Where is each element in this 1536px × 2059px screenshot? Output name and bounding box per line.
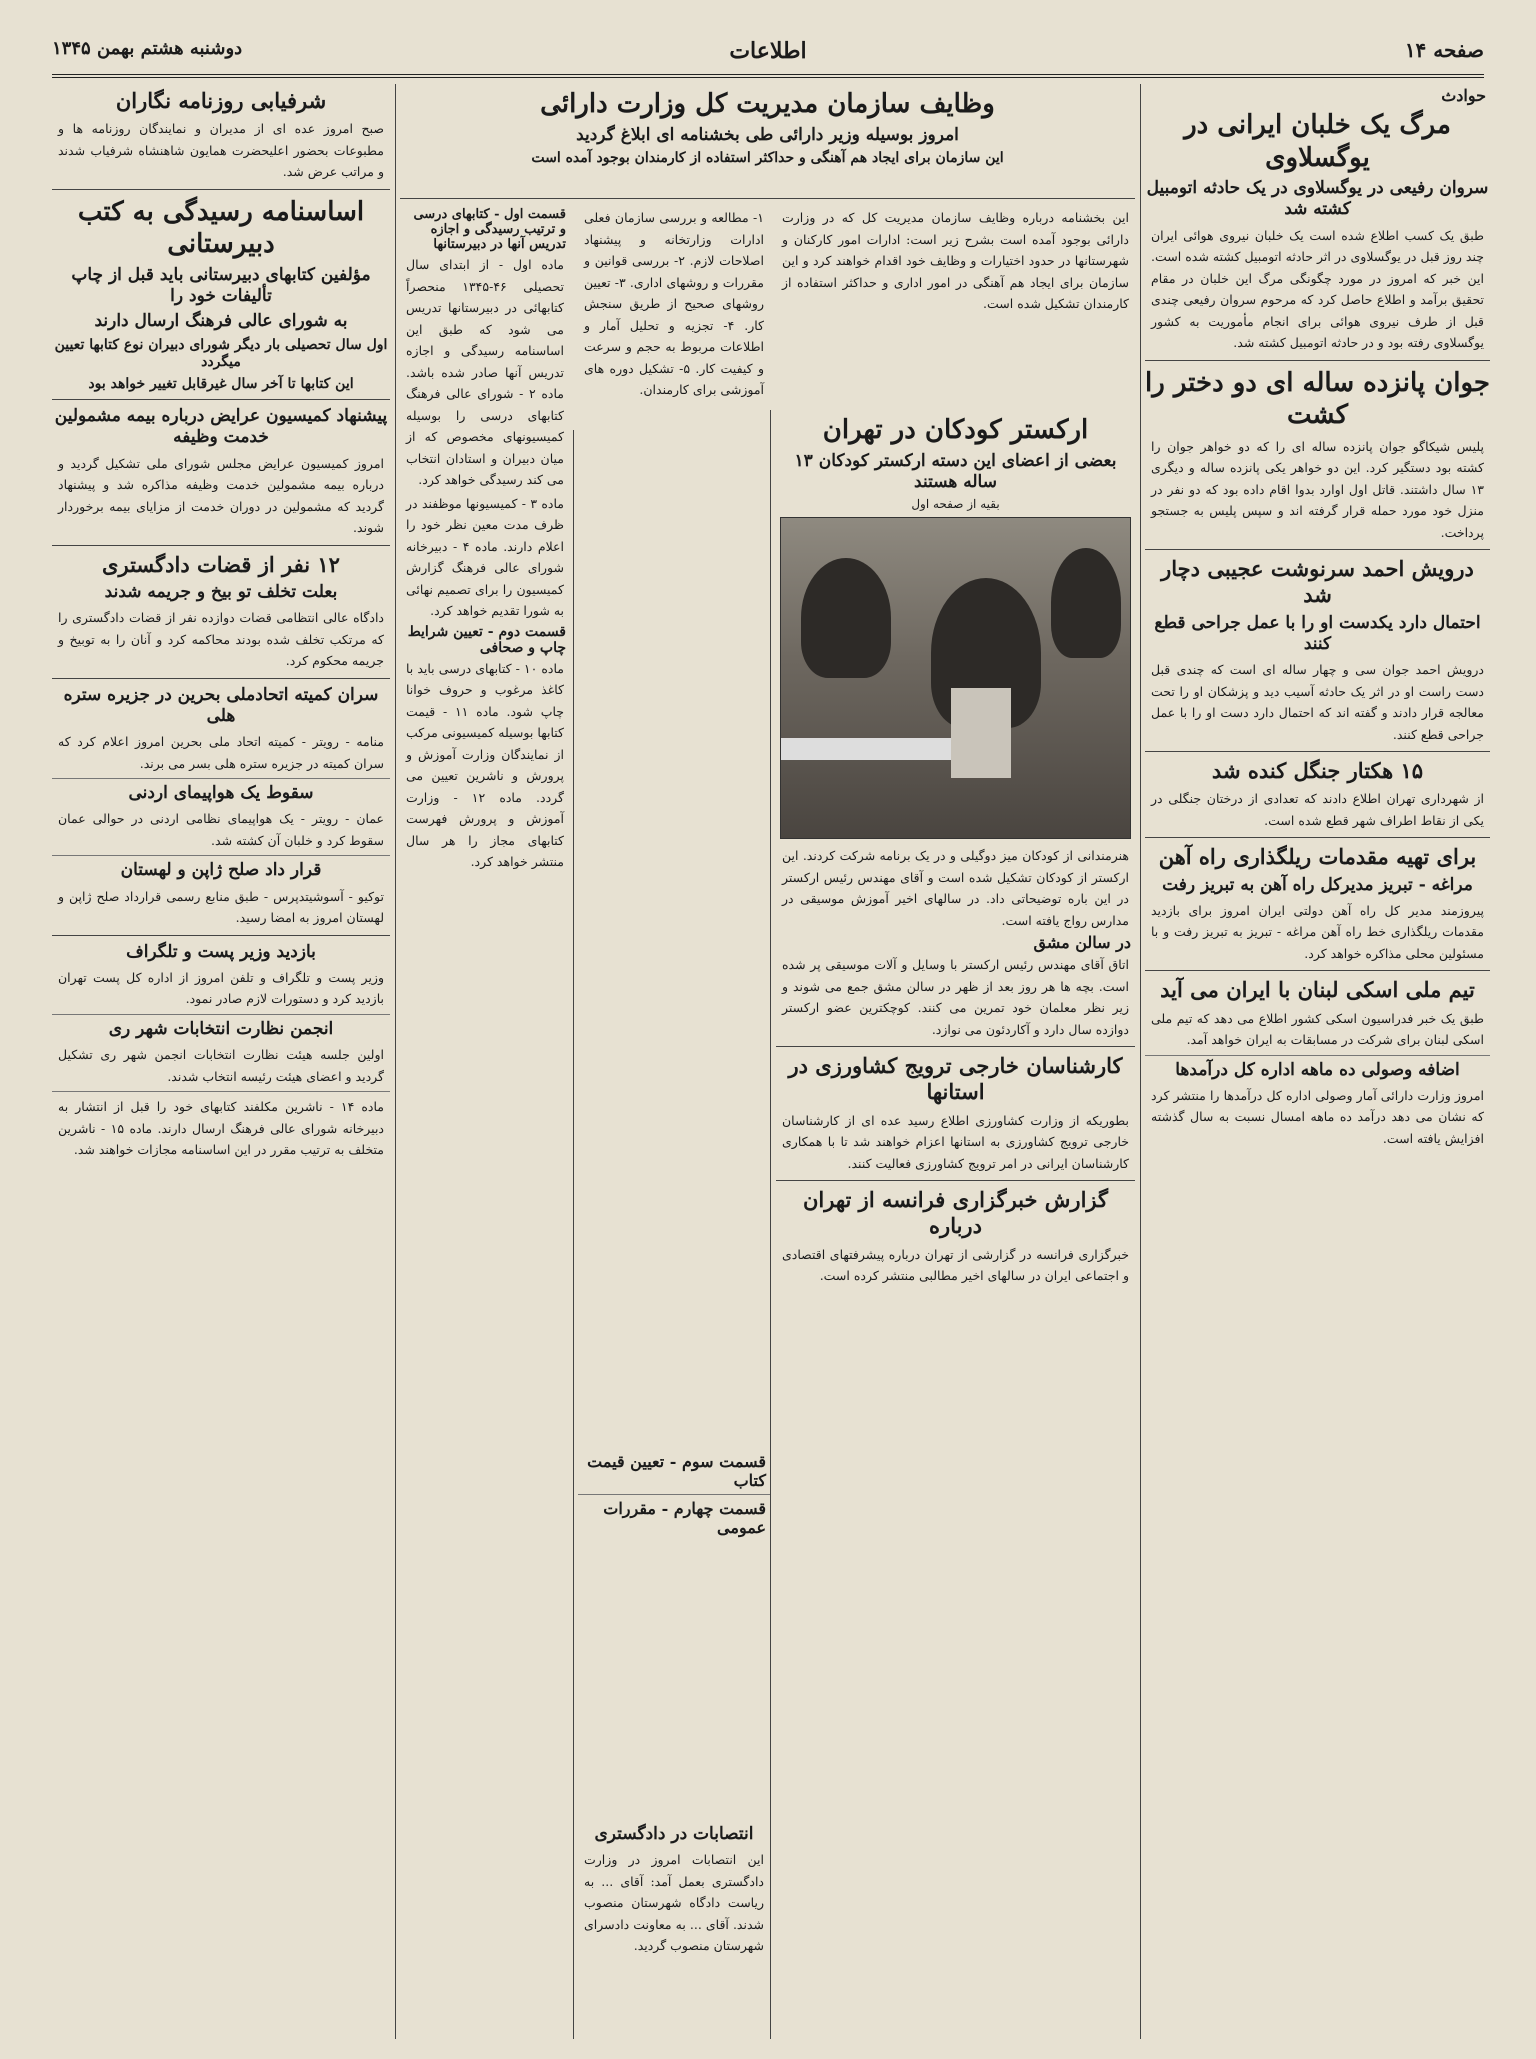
column-rule <box>1140 84 1141 2039</box>
headline: پیشنهاد کمیسیون عرایض درباره بیمه مشمولین خدمت وظیفه <box>54 406 388 448</box>
article-body: ماده اول - از ابتدای سال تحصیلی ۴۶-۱۳۴۵ منحصراً کتابهائی در دبیرستانها تدریس می شود که طبق این اساسنامه رسیدگی و اجازه تدریس آنها صادر شده باشد. ماده ۲ - شورای عالی فرهنگ کتابهای درسی را بوسیله کمیسیونهای مخصوص که از میان دبیران و استادان انتخاب می کند رسیدگی خواهد کرد. <box>406 257 564 487</box>
headline: بازدید وزیر پست و تلگراف <box>126 941 316 962</box>
issue-date: دوشنبه هشتم بهمن ۱۳۴۵ <box>52 38 243 59</box>
headline: ۱۲ نفر از قضات دادگستری <box>102 551 340 577</box>
article-body: دادگاه عالی انتظامی قضات دوازده نفر از قضات دادگستری را که مرتکب تخلف شده بودند محاکمه کرد و آنان را به توبیخ و جریمه محکوم کرد. <box>58 610 384 668</box>
divider <box>52 1091 390 1092</box>
article-body: هنرمندانی از کودکان میز دوگیلی و در یک برنامه شرکت کردند. این ارکستر از کودکان تشکیل شده است و آقای مهندس رئیس ارکستر در این باره توضیحاتی داد. در سالهای اخیر آموزش موسیقی در مدارس رواج یافته است. <box>782 848 1129 928</box>
article-body: پلیس شیکاگو جوان پانزده ساله ای را که دو خواهر جوان را کشته بود دستگیر کرد. این دو خواهر یکی پانزده ساله و دیگری ۱۳ سال داشتند. قاتل اول اوارد بدوا اقام داده بود که دو نفر در منزل خود مورد حمله قرار گرفته اند و سپس پلیس به جستجو پرداخت. <box>1151 438 1484 540</box>
article-body: توکیو - آسوشیتدپرس - طبق منابع رسمی قرارداد صلح ژاپن و لهستان امروز به امضا رسید. <box>58 888 384 925</box>
column-rule <box>395 84 396 2039</box>
headline: تیم ملی اسکی لبنان با ایران می آید <box>1160 977 1475 1003</box>
article-body: عمان - رویتر - یک هواپیمای نظامی اردنی در حوالی عمان سقوط کرد و خلبان آن کشته شد. <box>58 811 384 848</box>
header-rule <box>52 74 1484 78</box>
article-body: وزیر پست و تلگراف و تلفن امروز از اداره کل پست تهران بازدید کرد و دستورات لازم صادر نمود. <box>58 969 384 1007</box>
divider <box>52 545 390 546</box>
section-label: قسمت اول - کتابهای درسی و ترتیب رسیدگی و اجازه تدریس آنها در دبیرستانها <box>413 207 566 252</box>
musician-figure <box>801 558 891 678</box>
headline: درویش احمد سرنوشت عجیبی دچار شد <box>1161 556 1474 608</box>
article-body: این انتصابات امروز در وزارت دادگستری بعمل آمد: آقای ... به ریاست دادگاه شهرستان منصوب شدند. آقای ... به معاونت دادسرای شهرستان منصوب گردید. <box>584 1852 764 1954</box>
article-body: ۱- مطالعه و بررسی سازمان فعلی ادارات وزارتخانه و پیشنهاد اصلاحات لازم. ۲- بررسی قوانین و مقررات و روشهای اداری. ۳- تعیین روشهای صحیح از طریق سنجش کار. ۴- تجزیه و تحلیل آمار و اطلاعات مربوط به حجم و سرعت و کیفیت کار. ۵- تشکیل دوره های آموزشی برای کارمندان. <box>584 210 764 397</box>
article-body: طبق یک کسب اطلاع شده است یک خلبان نیروی هوائی ایران چند روز قبل در یوگسلاوی در اثر حادثه اتومبیل کشته شده است. این خبر که امروز در مورد چگونگی مرگ این خلبان در مقام تحقیق برآمد و اطلاع حاصل کرد که مرحوم سروان رفیعی چندی قبل از طرف نیروی هوائی برای انجام مأموریت به کشور یوگسلاوی رفته بود و در حادثه اتومبیل کشته شد. <box>1151 227 1484 350</box>
left-column <box>52 84 390 2039</box>
headline: وظایف سازمان مدیریت کل وزارت دارائی <box>540 89 995 119</box>
section-label: حوادث <box>1441 86 1486 105</box>
headline: مرگ یک خلبان ایرانی در یوگسلاوی <box>1184 110 1451 173</box>
finance-column-2 <box>578 205 770 430</box>
newspaper-name: اطلاعات <box>729 38 807 64</box>
article-body: منامه - رویتر - کمیته اتحاد ملی بحرین امروز اعلام کرد که سران کمیته در جزیره ستره هلی بسر می برند. <box>58 734 384 771</box>
subheadline: مؤلفین کتابهای دبیرستانی باید قبل از چاپ تألیفات خود را <box>71 264 371 306</box>
divider <box>776 1180 1135 1181</box>
article-body: اولین جلسه هیئت نظارت انتخابات انجمن شهر ری تشکیل گردید و اعضای هیئت رئیسه انتخاب شدند. <box>58 1047 384 1084</box>
article-body: امروز وزارت دارائی آمار وصولی اداره کل درآمدها را منتشر کرد که نشان می دهد درآمد ده ماهه امسال نسبت به سال گذشته افزایش یافته است. <box>1151 1087 1484 1146</box>
divider <box>52 778 390 779</box>
headline: سقوط یک هواپیمای اردنی <box>128 783 314 803</box>
headline: گزارش خبرگزاری فرانسه از تهران درباره <box>803 1187 1108 1239</box>
subheadline: امروز بوسیله وزیر دارائی طی بخشنامه ای ابلاغ گردید <box>576 124 959 145</box>
article-body: خبرگزاری فرانسه در گزارشی از تهران درباره پیشرفتهای اقتصادی و اجتماعی ایران در سالهای اخیر مطالبی منتشر کرده است. <box>782 1246 1129 1283</box>
headline: جوان پانزده ساله ای دو دختر را کشت <box>1145 367 1490 430</box>
article-body: ماده ۱۰ - کتابهای درسی باید با کاغذ مرغوب و حروف خوانا چاپ شود. ماده ۱۱ - قیمت کتابها بوسیله کمیسیونی مرکب از نمایندگان وزارت آموزش و پرورش و ناشرین تعیین می گردد. ماده ۱۲ - وزارت آموزش و پرورش فهرست کتابهای مجاز را هر سال منتشر خواهد کرد. <box>406 660 565 869</box>
divider <box>52 189 390 190</box>
article-body: بطوریکه از وزارت کشاورزی اطلاع رسید عده ای از کارشناسان خارجی ترویج کشاورزی به استانها اعزام خواهند شد تا با همکاری کارشناسان ایرانی در امر ترویج کشاورزی فعالیت کنند. <box>782 1112 1129 1171</box>
headline: برای تهیه مقدمات ریلگذاری راه آهن <box>1158 844 1477 870</box>
article-body: درویش احمد جوان سی و چهار ساله ای است که چندی قبل دست راست او در اثر یک حادثه آسیب دید و پزشکان او را تحت معالجه قرار دادند و گفته اند که احتمال دارد دست او را با عمل جراحی قطع کنند. <box>1151 662 1484 742</box>
divider <box>1145 360 1490 361</box>
subheadline: این کتابها تا آخر سال غیرقابل تغییر خواهد بود <box>88 375 354 392</box>
section-label: قسمت چهارم - مقررات عمومی <box>603 1499 766 1537</box>
headline: شرفیابی روزنامه نگاران <box>115 88 327 113</box>
subheadline: اول سال تحصیلی بار دیگر شورای دبیران نوع کتابها تعیین میگردد <box>54 336 388 370</box>
headline: سران کمیته اتحادملی بحرین در جزیره ستره هلی <box>63 684 379 726</box>
headline: ۱۵ هکتار جنگل کنده شد <box>1211 758 1424 783</box>
headline: قرار داد صلح ژاپن و لهستان <box>120 860 322 881</box>
statute-body-column <box>400 205 570 2039</box>
divider <box>52 399 390 400</box>
appointments-block <box>578 1820 770 2039</box>
divider <box>52 855 390 856</box>
divider <box>1145 549 1490 550</box>
subheadline: به شورای عالی فرهنگ ارسال دارند <box>94 311 348 332</box>
divider <box>400 198 1135 199</box>
page-header <box>52 30 1484 76</box>
article-body: پیروزمند مدیر کل راه آهن دولتی ایران امروز برای بازدید مقدمات ریلگذاری خط راه آهن مراغه - تبریز به تبریز رفت و با مسئولین محلی مذاکره خواهد کرد. <box>1151 902 1484 961</box>
divider <box>1145 751 1490 752</box>
subheadline: سروان رفیعی در یوگسلاوی در یک حادثه اتومبیل کشته شد <box>1146 178 1489 220</box>
article-body: اتاق آقای مهندس رئیس ارکستر با وسایل و آلات موسیقی پر شده است. بچه ها هر روز بعد از ظهر در سالن مشق جمع می شوند و زیر نظر معلمان خود تمرین می کنند. کوچکترین عضو ارکستر دوازده سال دارد و آکاردئون می نوازد. <box>782 957 1129 1037</box>
article-body: این بخشنامه درباره وظایف سازمان مدیریت کل که در وزارت دارائی بوجود آمده است بشرح زیر است: ادارات امور کارکنان و شهرستانها در حدود اختیارات و وظایف خود اقدام خواهند کرد و این سازمان برای ایجاد هم آهنگی در امور اداری و حداکثر استفاده از کارمندان تشکیل شده است. <box>782 210 1129 311</box>
finance-headline-block <box>400 84 1135 194</box>
accordion <box>951 688 1011 778</box>
headline: انتصابات در دادگستری <box>594 1824 754 1844</box>
right-column <box>1145 84 1490 2039</box>
article-body: صبح امروز عده ای از مدیران و نمایندگان روزنامه ها و مطبوعات بحضور اعلیحضرت همایون شاهنشاه شرفیاب شدند و مراتب عرض شد. <box>58 121 384 180</box>
section-label: در سالن مشق <box>1033 933 1131 952</box>
divider <box>52 1014 390 1015</box>
headline: ارکستر کودکان در تهران <box>822 415 1089 445</box>
headline: اساسنامه رسیدگی به کتب دبیرستانی <box>77 196 365 260</box>
divider <box>52 935 390 936</box>
subheadline: احتمال دارد یکدست او را با عمل جراحی قطع کنند <box>1154 612 1481 654</box>
subheadline: بعلت تخلف تو بیخ و جریمه شدند <box>104 581 338 602</box>
divider <box>578 1494 770 1495</box>
article-body: طبق یک خبر فدراسیون اسکی کشور اطلاع می دهد که تیم ملی اسکی لبنان برای شرکت در مسابقات به ایران خواهد آمد. <box>1151 1010 1484 1047</box>
subheadline: این سازمان برای ایجاد هم آهنگی و حداکثر استفاده از کارمندان بوجود آمده است <box>531 149 1004 166</box>
subheadline: مراغه - تبریز مدیرکل راه آهن به تبریز رفت <box>1162 874 1473 895</box>
musician-figure <box>1051 548 1121 658</box>
divider <box>1145 1055 1490 1056</box>
divider <box>1145 837 1490 838</box>
article-body: امروز کمیسیون عرایض مجلس شورای ملی تشکیل گردید و درباره بیمه مشمولین خدمت وظیفه مذاکره شد و پیشنهاد گردید که مشمولین در دوران خدمت از مزایای بیمه برخوردار شوند. <box>58 455 384 535</box>
article-body: ماده ۱۴ - ناشرین مکلفند کتابهای خود را قبل از انتشار به دبیرخانه شورای عالی فرهنگ ارسال دارند. ماده ۱۵ - ناشرین متخلف به ترتیب مقرر در این اساسنامه مجازات خواهند شد. <box>58 1099 385 1157</box>
section-label: قسمت سوم - تعیین قیمت کتاب <box>587 1452 766 1490</box>
column-rule <box>573 430 574 2039</box>
headline: انجمن نظارت انتخابات شهر ری <box>108 1018 334 1039</box>
article-body: ماده ۳ - کمیسیونها موظفند در ظرف مدت معین نظر خود را اعلام دارند. ماده ۴ - دبیرخانه شورای عالی فرهنگ گزارش کمیسیون را برای تصمیم نهائی به شورا تقدیم خواهد کرد. <box>406 495 565 618</box>
subheadline: بعضی از اعضای این دسته ارکستر کودکان ۱۳ ساله هستند <box>794 450 1117 492</box>
caption: بقیه از صفحه اول <box>911 497 1000 511</box>
orchestra-photo <box>780 517 1131 839</box>
divider <box>776 1046 1135 1047</box>
section-label: قسمت دوم - تعیین شرایط چاپ و صحافی <box>407 623 566 656</box>
orchestra-block <box>776 410 1135 2039</box>
article-body: از شهرداری تهران اطلاع دادند که تعدادی از درختان جنگلی در یکی از نقاط اطراف شهر قطع شده است. <box>1151 791 1484 828</box>
statute-sections <box>578 1450 770 1810</box>
divider <box>1145 970 1490 971</box>
divider <box>52 678 390 679</box>
headline: اضافه وصولی ده ماهه اداره کل درآمدها <box>1175 1059 1460 1080</box>
page-number: صفحه ۱۴ <box>1404 38 1484 62</box>
headline: کارشناسان خارجی ترویج کشاورزی در استانها <box>788 1053 1123 1105</box>
column-rule <box>770 410 771 2039</box>
